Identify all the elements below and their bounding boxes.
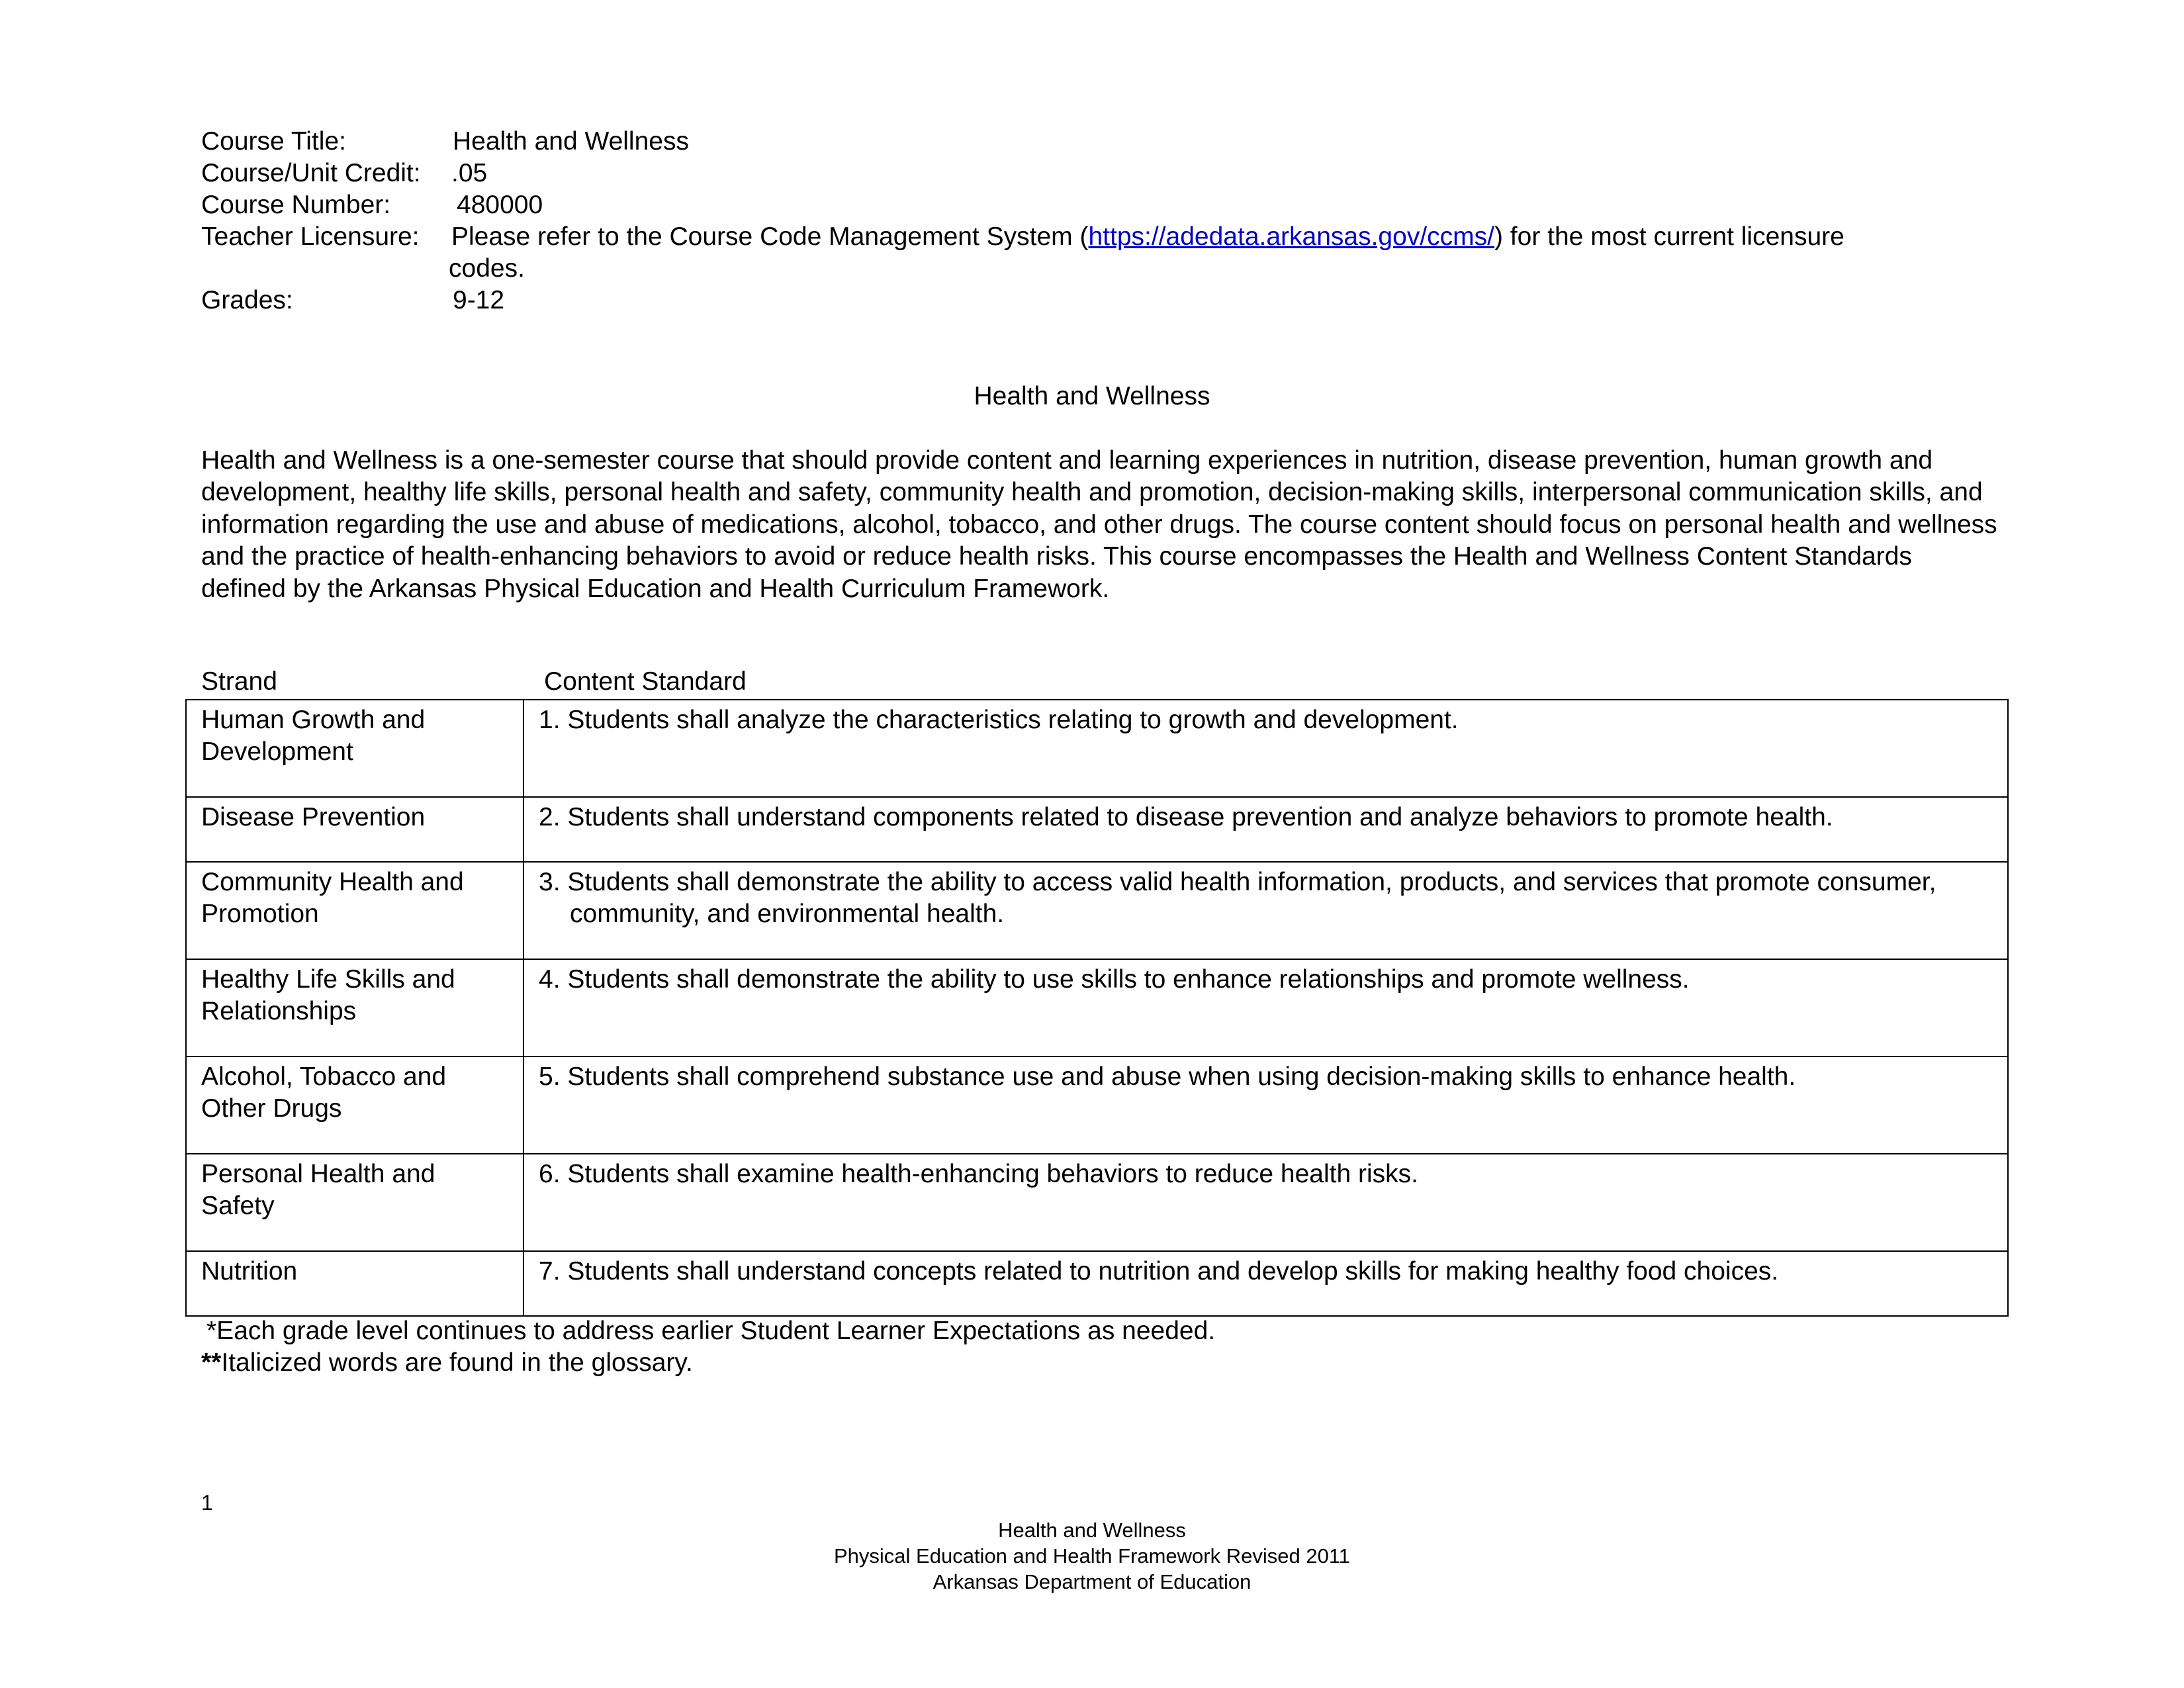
grades-label: Grades: <box>201 286 293 314</box>
note-glossary-stars: ** <box>201 1348 222 1377</box>
footer-line-3: Arkansas Department of Education <box>933 1570 1251 1593</box>
footer-line-2: Physical Education and Health Framework Revised 2011 <box>834 1544 1350 1568</box>
standard-text: 1. Students shall analyze the characteristics relating to growth and development. <box>539 706 1459 734</box>
table-row <box>186 797 2008 862</box>
standards-table <box>185 699 2009 1317</box>
table-row <box>186 700 2008 797</box>
footer <box>0 1517 2184 1595</box>
course-number-label: Course Number: <box>201 191 391 219</box>
page-title: Health and Wellness <box>974 382 1210 410</box>
table-row <box>186 1056 2008 1154</box>
strand-cell: Personal Health and Safety <box>186 1154 523 1251</box>
note-grade-level: *Each grade level continues to address earlier Student Learner Expectations as needed. <box>206 1317 1216 1345</box>
standard-text: 3. Students shall demonstrate the ability to access valid health information, products, and services that promote consumer, community, and environmental health. <box>539 868 1936 928</box>
standard-cell <box>523 862 2008 959</box>
strand-cell: Human Growth and Development <box>186 700 523 797</box>
grades-value: 9-12 <box>453 286 505 314</box>
standard-text: 7. Students shall understand concepts related to nutrition and develop skills for making healthy food choices. <box>539 1257 1779 1286</box>
course-number-value: 480000 <box>457 191 543 219</box>
standard-cell <box>523 959 2008 1056</box>
strand-cell: Alcohol, Tobacco and Other Drugs <box>186 1056 523 1154</box>
strand-cell: Disease Prevention <box>186 797 523 862</box>
teacher-licensure-label: Teacher Licensure: <box>201 222 420 251</box>
page-number: 1 <box>201 1491 213 1515</box>
licensure-text-line2: codes. <box>449 254 525 283</box>
standard-text: 6. Students shall examine health-enhancing behaviors to reduce health risks. <box>539 1160 1418 1188</box>
licensure-text-after: ) for the most current licensure <box>1494 222 1844 251</box>
course-title-value: Health and Wellness <box>453 127 689 156</box>
note-glossary-text: Italicized words are found in the glossary. <box>221 1348 693 1377</box>
standard-cell <box>523 1154 2008 1251</box>
standard-text: 2. Students shall understand components related to disease prevention and analyze behaviors to promote health. <box>539 803 1833 831</box>
table-row <box>186 1154 2008 1251</box>
strand-cell: Healthy Life Skills and Relationships <box>186 959 523 1056</box>
strand-cell: Community Health and Promotion <box>186 862 523 959</box>
teacher-licensure-text <box>451 221 1844 253</box>
licensure-text-before: Please refer to the Course Code Management System ( <box>451 222 1089 251</box>
note-glossary <box>201 1347 693 1379</box>
strand-cell: Nutrition <box>186 1251 523 1316</box>
table-row <box>186 862 2008 959</box>
standard-cell <box>523 700 2008 797</box>
strand-column-header: Strand <box>201 667 277 696</box>
standard-cell <box>523 797 2008 862</box>
standard-cell <box>523 1056 2008 1154</box>
standard-text: 4. Students shall demonstrate the ability to use skills to enhance relationships and promote wellness. <box>539 965 1690 994</box>
course-credit-label: Course/Unit Credit: <box>201 159 421 187</box>
ccms-link[interactable]: https://adedata.arkansas.gov/ccms/ <box>1088 222 1494 251</box>
standard-cell <box>523 1251 2008 1316</box>
standard-text: 5. Students shall comprehend substance use and abuse when using decision-making skills to enhance health. <box>539 1062 1796 1091</box>
course-description: Health and Wellness is a one-semester course that should provide content and learning experiences in nutrition, disease prevention, human growth and development, healthy life skills, personal health and safety, community health and promotion, decision-making skills, interpersonal communication skills, and information regarding the use and abuse of medications, alcohol, tobacco, and other drugs. The course content should focus on personal health and wellness and the practice of health-enhancing behaviors to avoid or reduce health risks. This course encompasses the Health and Wellness Content Standards defined by the Arkansas Physical Education and Health Curriculum Framework. <box>201 446 1997 603</box>
course-credit-value: .05 <box>451 159 488 187</box>
footer-line-1: Health and Wellness <box>998 1519 1186 1542</box>
content-standard-column-header: Content Standard <box>544 667 747 696</box>
table-row <box>186 1251 2008 1316</box>
table-row <box>186 959 2008 1056</box>
course-title-label: Course Title: <box>201 127 346 156</box>
